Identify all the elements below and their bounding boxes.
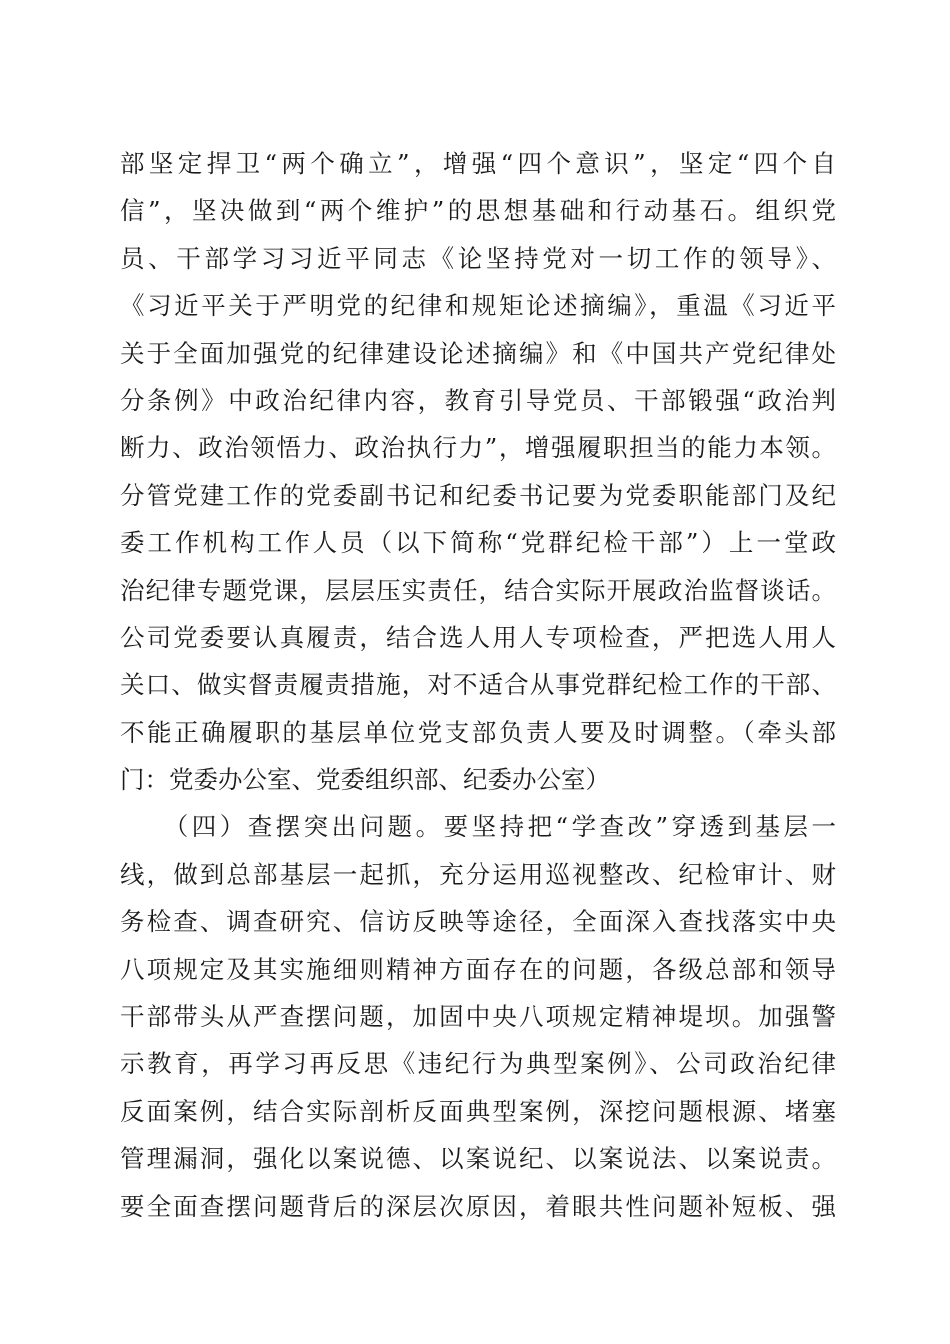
text-line: 分条例》中政治纪律内容，教育引导党员、干部锻强“政治判 (120, 385, 836, 415)
text-line: 务检查、调查研究、信访反映等途径，全面深入查找落实中央 (120, 907, 836, 937)
text-line: 不能正确履职的基层单位党支部负责人要及时调整。（牵头部 (120, 717, 836, 747)
text-line: 《习近平关于严明党的纪律和规矩论述摘编》，重温《习近平 (120, 291, 836, 321)
body-text (120, 140, 836, 1230)
text-line: 员、干部学习习近平同志《论坚持党对一切工作的领导》、 (120, 243, 836, 273)
text-line: 关于全面加强党的纪律建设论述摘编》和《中国共产党纪律处 (120, 338, 836, 368)
text-line: 干部带头从严查摆问题，加固中央八项规定精神堤坝。加强警 (120, 1002, 836, 1032)
text-line: 信”，坚决做到“两个维护”的思想基础和行动基石。组织党 (120, 196, 836, 226)
text-line: 断力、政治领悟力、政治执行力”，增强履职担当的能力本领。 (120, 433, 836, 463)
text-line: 部坚定捍卫“两个确立”，增强“四个意识”，坚定“四个自 (120, 149, 836, 178)
text-line: 委工作机构工作人员（以下简称“党群纪检干部”）上一堂政 (120, 528, 836, 558)
text-line: 反面案例，结合实际剖析反面典型案例，深挖问题根源、堵塞 (120, 1096, 836, 1126)
text-line: 示教育，再学习再反思《违纪行为典型案例》、公司政治纪律 (120, 1049, 836, 1079)
text-line: 公司党委要认真履责，结合选人用人专项检查，严把选人用人 (120, 622, 836, 652)
text-line: 关口、做实督责履责措施，对不适合从事党群纪检工作的干部、 (120, 670, 836, 700)
text-line: 线，做到总部基层一起抓，充分运用巡视整改、纪检审计、财 (120, 859, 836, 889)
text-line: 治纪律专题党课，层层压实责任，结合实际开展政治监督谈话。 (120, 575, 836, 605)
paragraph-end-line: 门：党委办公室、党委组织部、纪委办公室） (120, 765, 610, 795)
paragraph-heading-line: （四）查摆突出问题。要坚持把“学查改”穿透到基层一 (120, 812, 836, 842)
text-line: 八项规定及其实施细则精神方面存在的问题，各级总部和领导 (120, 954, 836, 984)
text-line: 分管党建工作的党委副书记和纪委书记要为党委职能部门及纪 (120, 480, 836, 510)
text-line: 要全面查摆问题背后的深层次原因，着眼共性问题补短板、强 (120, 1191, 836, 1221)
text-line: 管理漏洞，强化以案说德、以案说纪、以案说法、以案说责。 (120, 1144, 836, 1174)
